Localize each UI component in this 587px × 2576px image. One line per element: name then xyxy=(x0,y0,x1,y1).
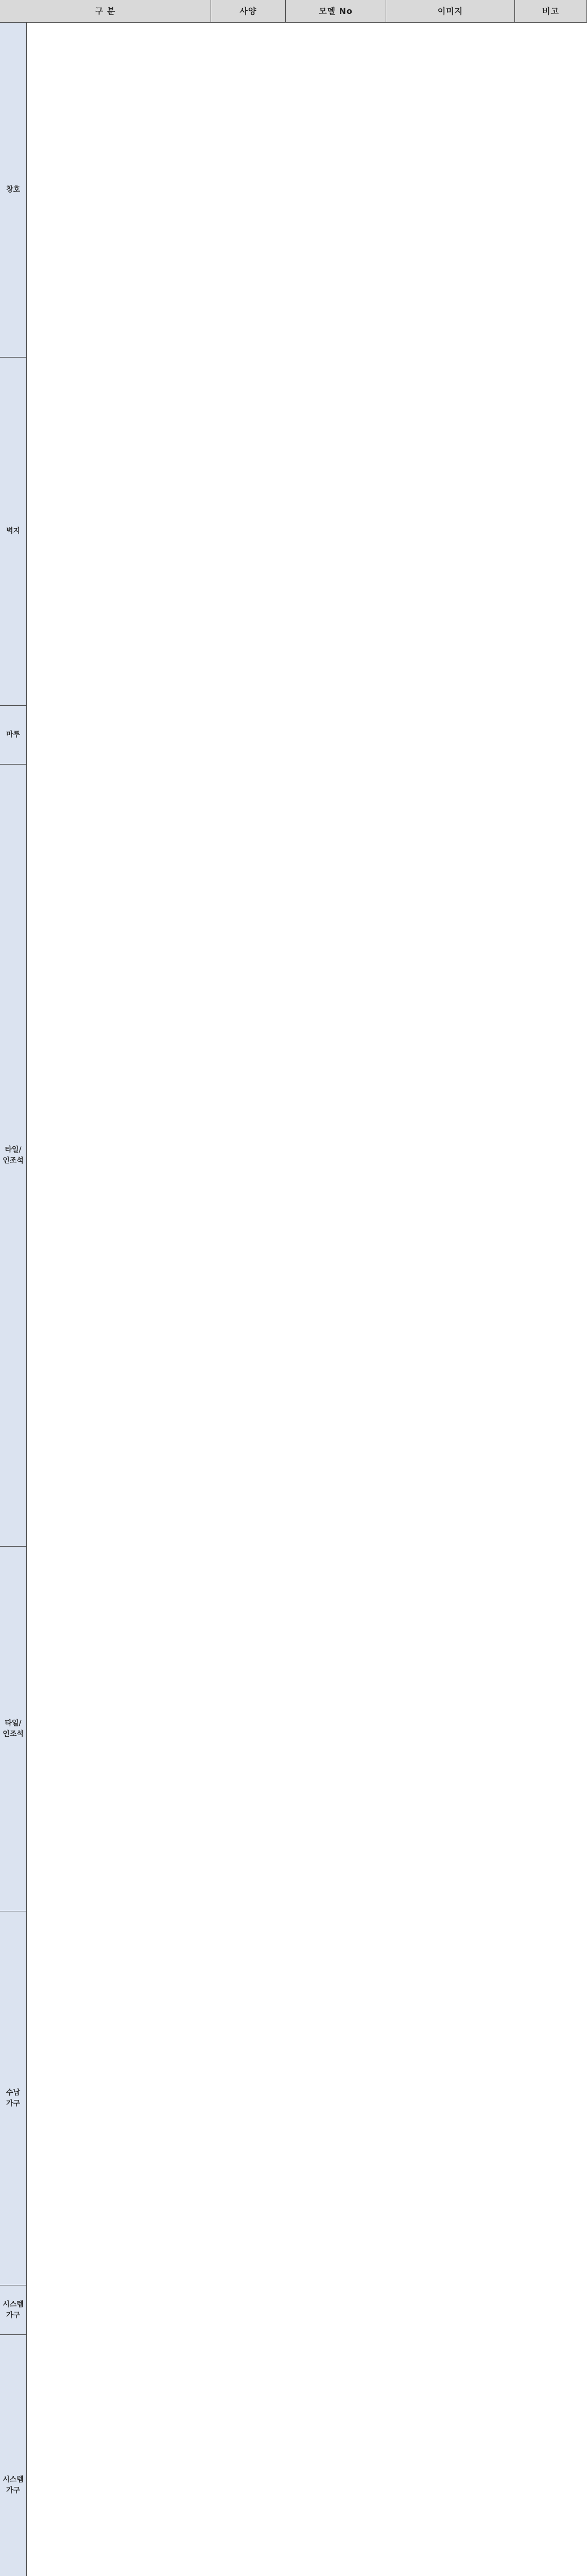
header-note: 비고 xyxy=(515,0,587,23)
group-6: 시스템 가구 xyxy=(0,2285,27,2335)
group-1: 벽지 xyxy=(0,358,27,706)
header-image: 이미지 xyxy=(386,0,515,23)
header-model: 모델 No xyxy=(286,0,386,23)
group-5: 수납 가구 xyxy=(0,1911,27,2285)
header-category: 구 분 xyxy=(0,0,211,23)
header-spec: 사양 xyxy=(211,0,286,23)
group-7: 시스템 가구 xyxy=(0,2335,27,2576)
group-0: 창호 xyxy=(0,23,27,358)
group-2: 마루 xyxy=(0,706,27,765)
group-4: 타일/ 인조석 xyxy=(0,1547,27,1911)
group-3: 타일/ 인조석 xyxy=(0,765,27,1547)
